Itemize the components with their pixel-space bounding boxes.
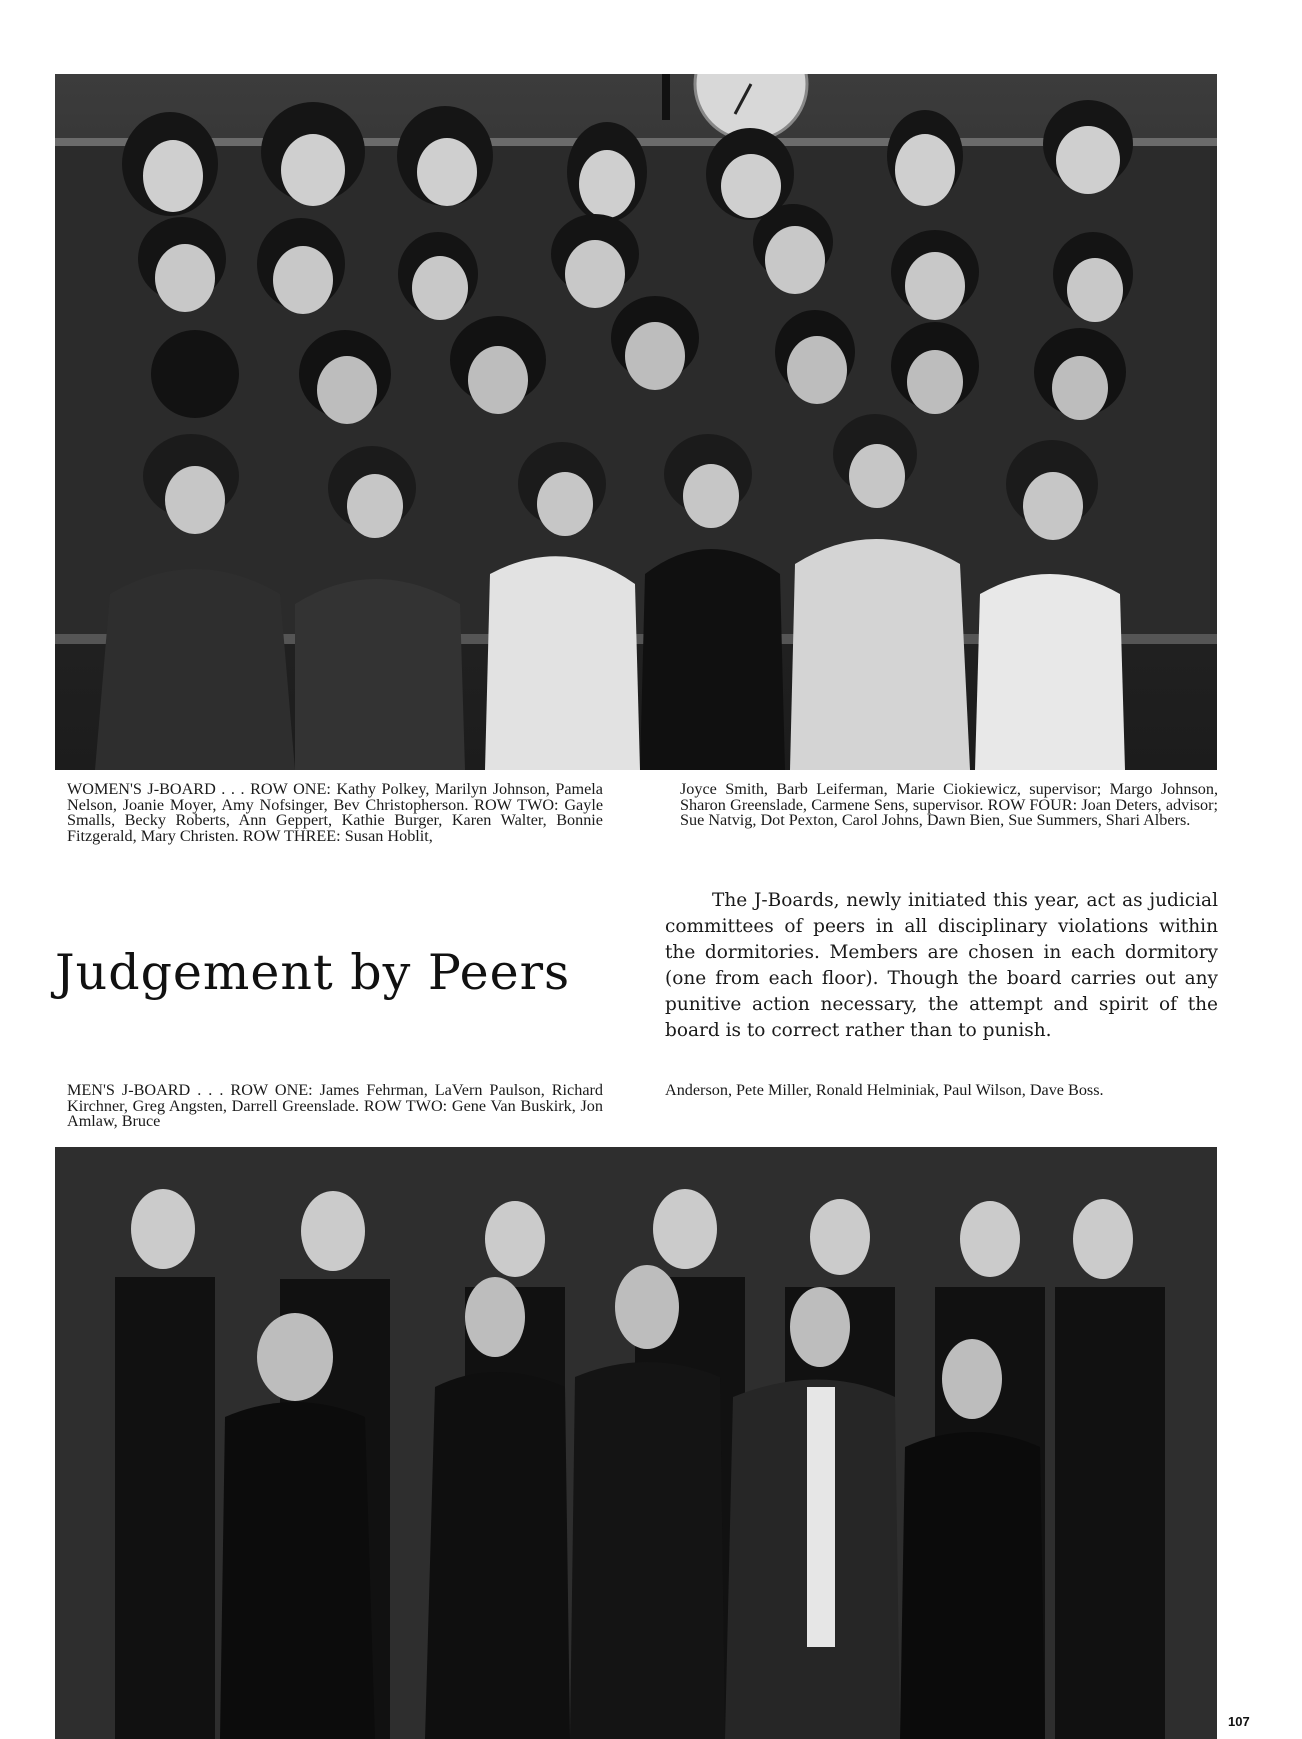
mens-caption-right: Anderson, Pete Miller, Ronald Helminiak, Paul Wilson, Dave Boss. [665,1081,1104,1099]
article-body: The J-Boards, newly initiated this year, act as judicial committees of peers in all disciplinary violations within the dormitories. Members are chosen in each dormitory (one from each floor). Though the board carries out any punitive action necessary, the attempt and spirit of the board is to correct rather than to punish. [665,890,1218,1041]
group-photo-men-icon [55,1147,1217,1739]
womens-caption-left: WOMEN'S J-BOARD . . . ROW ONE: Kathy Polkey, Marilyn Johnson, Pamela Nelson, Joanie Moyer, Amy Nofsinger, Bev Christopherson. ROW TWO: Gayle Smalls, Becky Roberts, Ann Geppert, Kathie Burger, Karen Walter, Bonnie Fitzgerald, Mary Christen. ROW THREE: Susan Hoblit, [67,780,603,845]
mens-jboard-photo [55,1147,1217,1739]
page-number: 107 [1228,1714,1250,1729]
womens-jboard-photo [55,74,1217,770]
group-photo-women-icon [55,74,1217,770]
womens-caption-right: Joyce Smith, Barb Leiferman, Marie Ciokiewicz, supervisor; Margo Johnson, Sharon Greenslade, Carmene Sens, supervisor. ROW FOUR: Joan Deters, advisor; Sue Natvig, Dot Pexton, Carol Johns, Dawn Bien, Sue Summers, Shari Albers. [680,780,1218,829]
mens-caption-left: MEN'S J-BOARD . . . ROW ONE: James Fehrman, LaVern Paulson, Richard Kirchner, Greg Angsten, Darrell Greenslade. ROW TWO: Gene Van Buskirk, Jon Amlaw, Bruce [67,1081,603,1130]
page-headline: Judgement by Peers [55,944,571,1001]
